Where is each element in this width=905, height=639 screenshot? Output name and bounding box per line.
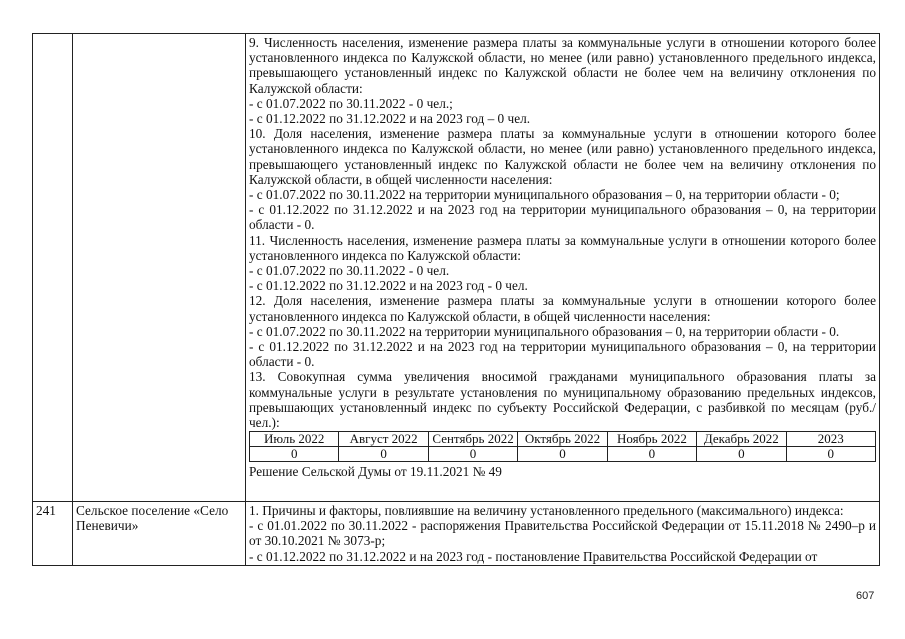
settlement-name-cell xyxy=(73,34,246,502)
paragraph: - с 01.07.2022 по 30.11.2022 на территории муниципального образования – 0, на территории области - 0. xyxy=(249,323,840,339)
paragraph: - с 01.01.2022 по 30.11.2022 - распоряжения Правительства Российской Федерации от 15.11.2018 № 2490–р и от 30.10.2021 № 3073-р; xyxy=(249,518,876,549)
paragraph: - с 01.12.2022 по 31.12.2022 и на 2023 год - 0 чел. xyxy=(249,278,528,294)
month-value: 0 xyxy=(518,447,607,462)
page-number: 607 xyxy=(856,590,875,602)
row-number-cell xyxy=(33,34,73,502)
paragraph: - с 01.12.2022 по 31.12.2022 и на 2023 год – 0 чел. xyxy=(249,111,531,127)
paragraph: 11. Численность населения, изменение размера платы за коммунальные услуги в отношении которого более установленного индекса по Калужской области: xyxy=(249,232,876,263)
paragraph: 10. Доля населения, изменение размера платы за коммунальные услуги в отношении которого более установленного индекса по Калужской области, но менее (или равно) установленного предельного индекса, превышающего установленный индекс по Калужской области не более чем на величину отклонения по Калужской области, в общей численности населения: xyxy=(249,126,876,187)
month-header: Ноябрь 2022 xyxy=(607,432,696,447)
month-value: 0 xyxy=(250,447,339,462)
decision-reference: Решение Сельской Думы от 19.11.2021 № 49 xyxy=(249,464,502,480)
details-cell xyxy=(246,502,880,566)
table-row xyxy=(250,447,876,462)
table-row xyxy=(33,34,880,502)
table-row xyxy=(33,502,880,566)
month-header: Август 2022 xyxy=(339,432,428,447)
paragraph: - с 01.07.2022 по 30.11.2022 на территории муниципального образования – 0, на территории области - 0; xyxy=(249,187,840,203)
paragraph: 9. Численность населения, изменение размера платы за коммунальные услуги в отношении которого более установленного индекса по Калужской области, но менее (или равно) установленного предельного индекса, превышающего установленный индекс по Калужской области не более чем на величину отклонения по Калужской области: xyxy=(249,35,876,96)
row-number-cell: 241 xyxy=(33,502,73,566)
month-header: Декабрь 2022 xyxy=(697,432,786,447)
month-value: 0 xyxy=(428,447,517,462)
month-value: 0 xyxy=(339,447,428,462)
month-value: 0 xyxy=(697,447,786,462)
paragraph: - с 01.12.2022 по 31.12.2022 и на 2023 год на территории муниципального образования – 0, на территории области - 0. xyxy=(249,202,876,233)
details-cell xyxy=(246,34,880,502)
monthly-sum-table xyxy=(249,431,876,462)
month-header: Октябрь 2022 xyxy=(518,432,607,447)
paragraph: - с 01.07.2022 по 30.11.2022 - 0 чел. xyxy=(249,263,450,279)
indices-table xyxy=(32,33,880,566)
paragraph: - с 01.07.2022 по 30.11.2022 - 0 чел.; xyxy=(249,95,453,111)
month-header: Июль 2022 xyxy=(250,432,339,447)
month-value: 0 xyxy=(786,447,875,462)
paragraph: 13. Совокупная сумма увеличения вносимой гражданами муниципального образования платы за коммунальные услуги в результате установления по муниципальному образованию предельных индексов, превышающих установленный индекс по субъекту Российской Федерации, с разбивкой по месяцам (руб./чел.): xyxy=(249,369,876,431)
paragraph: - с 01.12.2022 по 31.12.2022 и на 2023 год - постановление Правительства Российской Федерации от xyxy=(249,548,818,564)
month-value: 0 xyxy=(607,447,696,462)
settlement-name-cell: Сельское поселение «Село Пеневичи» xyxy=(73,502,246,566)
paragraph: 1. Причины и факторы, повлиявшие на величину установленного предельного (максимального) индекса: xyxy=(249,503,844,518)
paragraph: 12. Доля населения, изменение размера платы за коммунальные услуги в отношении которого более установленного индекса по Калужской области, в общей численности населения: xyxy=(249,293,876,324)
month-header: 2023 xyxy=(786,432,875,447)
paragraph: - с 01.12.2022 по 31.12.2022 и на 2023 год на территории муниципального образования – 0, на территории области - 0. xyxy=(249,339,876,370)
table-row xyxy=(250,432,876,447)
month-header: Сентябрь 2022 xyxy=(428,432,517,447)
